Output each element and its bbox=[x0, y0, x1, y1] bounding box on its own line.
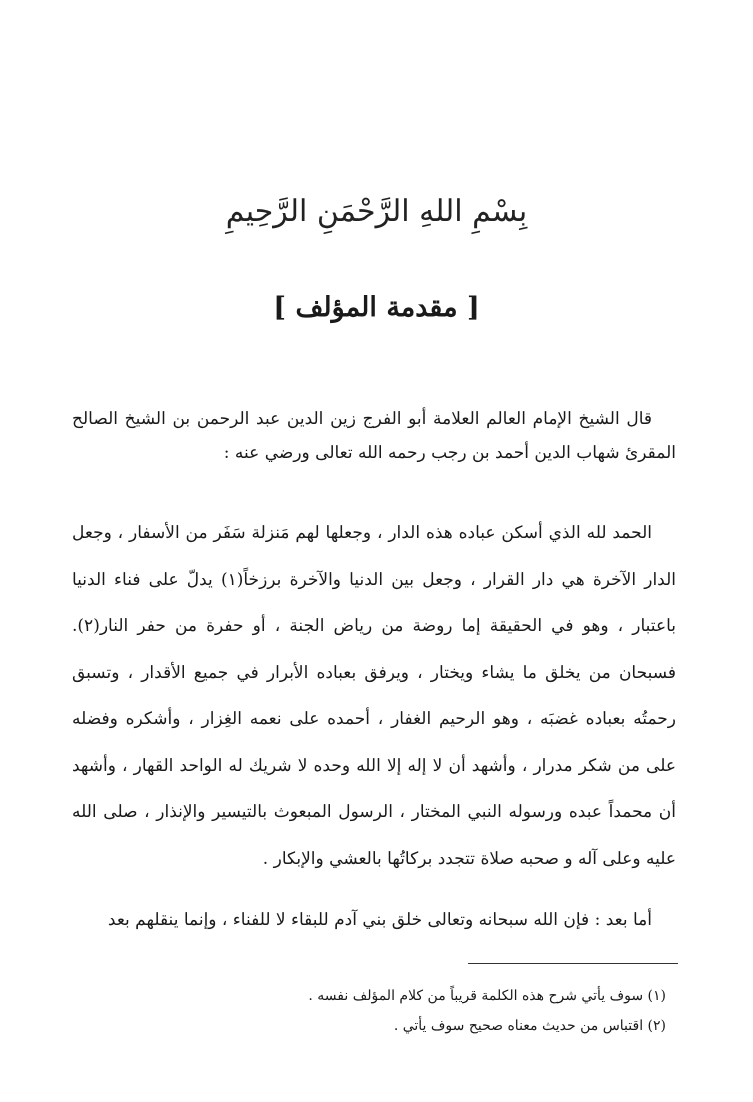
footnote-1: (١) سوف يأتي شرح هذه الكلمة قريباً من كلام المؤلف نفسه . bbox=[308, 988, 666, 1004]
main-paragraph-block bbox=[72, 510, 676, 882]
footnote-separator bbox=[468, 963, 678, 964]
footnotes bbox=[72, 981, 676, 1041]
basmala-calligraphy: بِسْمِ اللهِ الرَّحْمَنِ الرَّحِيمِ bbox=[225, 194, 528, 229]
main-paragraph: الحمد لله الذي أسكن عباده هذه الدار ، وجعلها لهم مَنزلة سَفَر من الأسفار ، وجعل الدار الآخرة هي دار القرار ، وجعل بين الدنيا والآخرة برزخاً(١) يدلّ على فناء الدنيا باعتبار ، وهو في الحقيقة إما روضة من رياض الجنة ، أو حفرة من حفر النار(٢). فسبحان من يخلق ما يشاء ويختار ، ويرفق بعباده الأبرار في جميع الأقدار ، وتسبق رحمتُه بعباده غضبَه ، وهو الرحيم الغفار ، أحمده على نعمه الغِزار ، وأشكره وفضله على من شكر مدرار ، وأشهد أن لا إله إلا الله وحده لا شريك له الواحد القهار ، وأشهد أن محمداً عبده ورسوله النبي المختار ، الرسول المبعوث بالتيسير والإنذار ، صلى الله عليه وعلى آله و صحبه صلاة تتجدد بركاتُها بالعشي والإبكار . bbox=[72, 523, 676, 869]
continuation-paragraph-block bbox=[72, 903, 676, 937]
section-heading: [ مقدمة المؤلف ] bbox=[273, 292, 480, 323]
continuation-paragraph: أما بعد : فإن الله سبحانه وتعالى خلق بني آدم للبقاء لا للفناء ، وإنما ينقلهم بعد bbox=[107, 910, 652, 930]
footnote-2: (٢) اقتباس من حديث معناه صحيح سوف يأتي . bbox=[393, 1018, 666, 1034]
intro-paragraph: قال الشيخ الإمام العالم العلامة أبو الفرج زين الدين عبد الرحمن بن الشيخ الصالح المقرئ شهاب الدين أحمد بن رجب رحمه الله تعالى ورضي عنه : bbox=[72, 409, 676, 463]
intro-paragraph-block bbox=[72, 402, 676, 470]
